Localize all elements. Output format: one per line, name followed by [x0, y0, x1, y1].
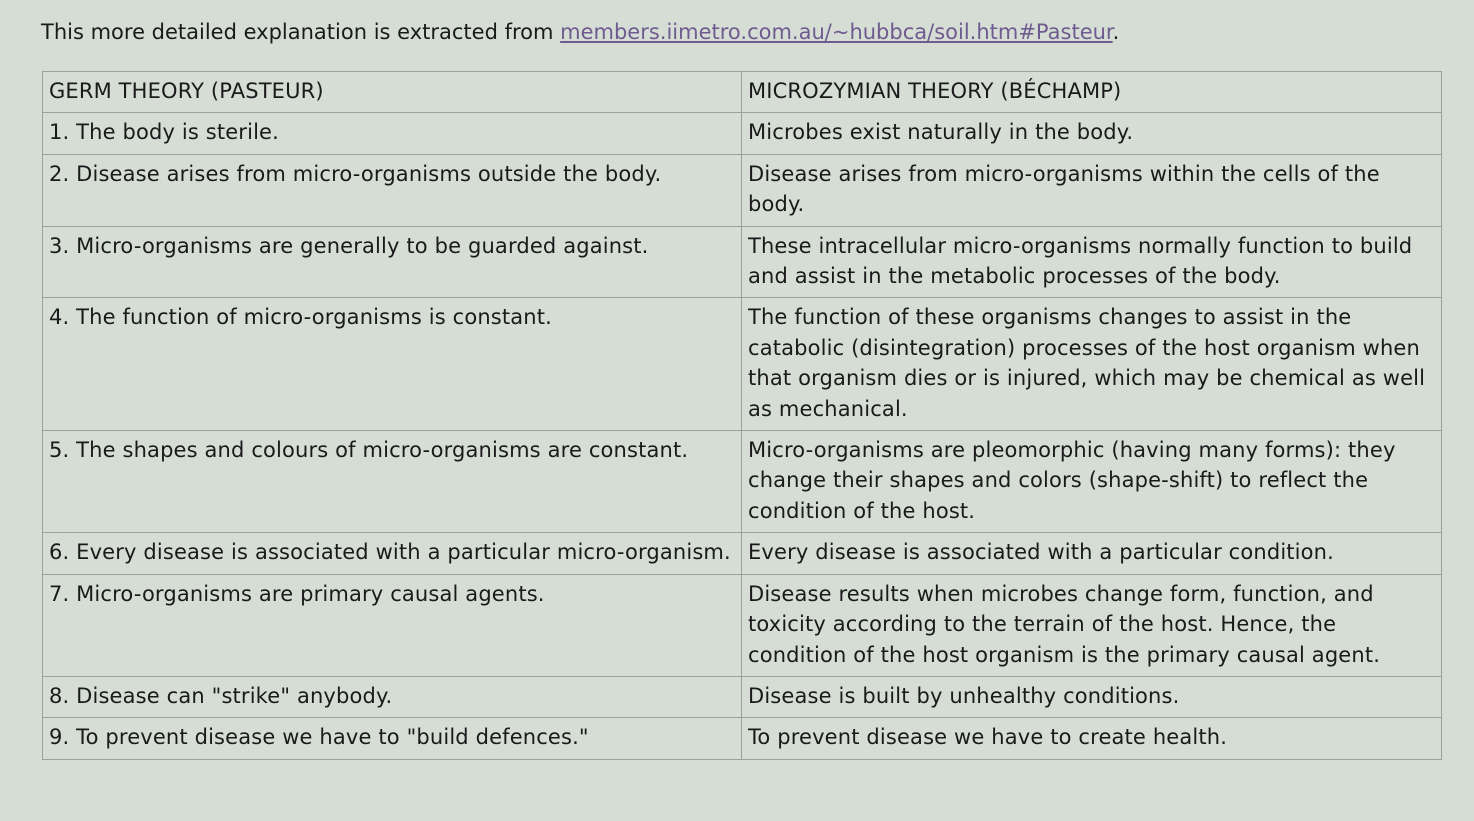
microzymian-theory-cell: To prevent disease we have to create health.: [742, 718, 1442, 759]
microzymian-theory-cell: These intracellular micro-organisms normally function to build and assist in the metabolic processes of the body.: [742, 226, 1442, 298]
header-germ-theory: GERM THEORY (PASTEUR): [43, 72, 742, 113]
intro-period: .: [1112, 20, 1120, 44]
germ-theory-cell: 7. Micro-organisms are primary causal agents.: [43, 574, 742, 676]
microzymian-theory-cell: Every disease is associated with a particular condition.: [742, 533, 1442, 574]
intro-paragraph: [41, 17, 1119, 47]
source-link[interactable]: members.iimetro.com.au/~hubbca/soil.htm#Pasteur: [560, 20, 1113, 44]
microzymian-theory-cell: Disease results when microbes change form, function, and toxicity according to the terrain of the host. Hence, the condition of the host organism is the primary causal agent.: [742, 574, 1442, 676]
table-row: [43, 676, 1442, 717]
header-microzymian-theory: MICROZYMIAN THEORY (BÉCHAMP): [742, 72, 1442, 113]
microzymian-theory-cell: Micro-organisms are pleomorphic (having many forms): they change their shapes and colors (shape-shift) to reflect the condition of the host.: [742, 431, 1442, 533]
germ-theory-cell: 8. Disease can "strike" anybody.: [43, 676, 742, 717]
table-header-row: [43, 72, 1442, 113]
table-row: [43, 298, 1442, 431]
table-row: [43, 226, 1442, 298]
germ-theory-cell: 6. Every disease is associated with a particular micro-organism.: [43, 533, 742, 574]
germ-theory-cell: 3. Micro-organisms are generally to be guarded against.: [43, 226, 742, 298]
table-row: [43, 431, 1442, 533]
microzymian-theory-cell: The function of these organisms changes to assist in the catabolic (disintegration) processes of the host organism when that organism dies or is injured, which may be chemical as well as mechanical.: [742, 298, 1442, 431]
table-row: [43, 574, 1442, 676]
microzymian-theory-cell: Disease is built by unhealthy conditions.: [742, 676, 1442, 717]
germ-theory-cell: 2. Disease arises from micro-organisms outside the body.: [43, 154, 742, 226]
germ-theory-cell: 1. The body is sterile.: [43, 113, 742, 154]
intro-text: This more detailed explanation is extracted from: [41, 20, 561, 44]
microzymian-theory-cell: Disease arises from micro-organisms within the cells of the body.: [742, 154, 1442, 226]
germ-theory-cell: 9. To prevent disease we have to "build defences.": [43, 718, 742, 759]
table-row: [43, 154, 1442, 226]
table-row: [43, 718, 1442, 759]
germ-theory-cell: 4. The function of micro-organisms is constant.: [43, 298, 742, 431]
theory-comparison-table: [42, 71, 1442, 760]
table-row: [43, 533, 1442, 574]
germ-theory-cell: 5. The shapes and colours of micro-organisms are constant.: [43, 431, 742, 533]
table-row: [43, 113, 1442, 154]
microzymian-theory-cell: Microbes exist naturally in the body.: [742, 113, 1442, 154]
